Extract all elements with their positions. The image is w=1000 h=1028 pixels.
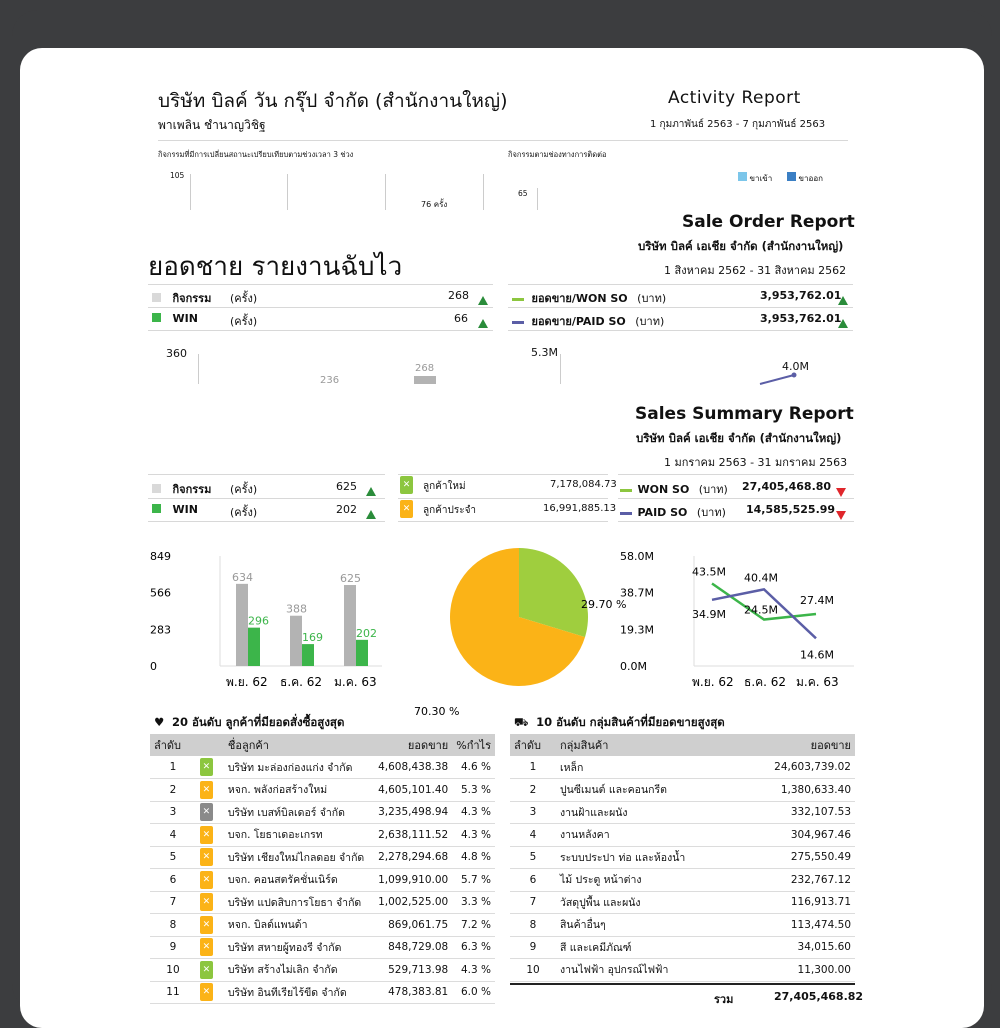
table-row[interactable] [510, 801, 855, 824]
customer-type-icon: ✕ [200, 803, 213, 821]
customer-name-cell: บริษัท สหายผู้ทองรี จำกัด [224, 936, 368, 959]
stat-activity-label: กิจกรรม [172, 292, 212, 305]
customer-profit-cell: 4.3 % [452, 959, 495, 982]
total-label: รวม [714, 993, 734, 1006]
stat-win [152, 312, 258, 328]
grid-line [385, 174, 386, 210]
divider [398, 474, 608, 475]
customer-profit-cell: 3.3 % [452, 891, 495, 914]
divider [508, 284, 853, 285]
customer-sales-cell: 848,729.08 [368, 936, 452, 959]
table-row[interactable] [510, 824, 855, 847]
activity-date-range: 1 กุมภาพันธ์ 2563 - 7 กุมภาพันธ์ 2563 [650, 119, 826, 130]
activity-title: Activity Report [668, 88, 801, 108]
customer-profit-cell: 5.3 % [452, 779, 495, 802]
product-sales-cell: 34,015.60 [745, 936, 855, 959]
col-sales: ยอดขาย [745, 734, 855, 756]
customers-title: 20 อันดับ ลูกค้าที่มียอดสั่งซื้อสูงสุด [171, 715, 345, 729]
bar-label: 268 [415, 363, 435, 374]
customer-sales-cell: 1,002,525.00 [368, 891, 452, 914]
summary-paid-value: 14,585,525.99 [746, 503, 836, 516]
stat-paid-value: 3,953,762.01 [760, 312, 842, 325]
customer-type-icon: ✕ [200, 893, 213, 911]
rank-cell: 3 [510, 801, 556, 824]
product-group-cell: งานไฟฟ้า อุปกรณ์ไฟฟ้า [556, 959, 745, 982]
product-group-cell: งานหลังคา [556, 824, 745, 847]
summary-won-label: WON SO [637, 483, 690, 496]
new-customer-value: 7,178,084.73 [550, 479, 617, 490]
line-value-label: 27.4M [800, 594, 834, 608]
product-sales-cell: 332,107.53 [745, 801, 855, 824]
customer-name-cell: บริษัท แปดสิบการโยธา จำกัด [224, 891, 368, 914]
line-value-label: 24.5M [744, 603, 778, 617]
stat-activity-value: 268 [448, 289, 469, 302]
stat-paid [512, 312, 664, 330]
customer-badge-cell [196, 891, 224, 914]
y-tick-label: 0.0M [620, 660, 647, 673]
customer-badge-cell [196, 936, 224, 959]
summary-date-range: 1 มกราคม 2563 - 31 มกราคม 2563 [664, 456, 848, 469]
new-customer-label: ลูกค้าใหม่ [423, 481, 466, 492]
summary-won-unit: (บาท) [698, 483, 728, 496]
rank-cell: 10 [150, 959, 196, 982]
sale-order-company: บริษัท บิลค์ เอเชีย จำกัด (สำนักงานใหญ่) [638, 239, 844, 253]
line-label: 4.0M [782, 360, 809, 373]
product-sales-cell: 24,603,739.02 [745, 756, 855, 779]
product-group-cell: สินค้าอื่นๆ [556, 914, 745, 937]
table-row[interactable] [510, 959, 855, 982]
y-tick-label: 38.7M [620, 586, 654, 600]
line-ytick: 5.3M [531, 346, 558, 359]
rank-cell: 6 [150, 869, 196, 892]
table-row[interactable] [510, 846, 855, 869]
table-row[interactable] [150, 846, 495, 869]
product-sales-cell: 232,767.12 [745, 869, 855, 892]
divider [148, 521, 385, 522]
customer-badge-cell [196, 914, 224, 937]
rank-cell: 8 [150, 914, 196, 937]
customer-name-cell: บจก. คอนสตรัคชั่นเนิร์ด [224, 869, 368, 892]
summary-activity-unit: (ครั้ง) [230, 483, 258, 496]
chart1-title: กิจกรรมที่มีการเปลี่ยนสถานะเปรียบเทียบตามช่วงเวลา 3 ช่วง [158, 150, 354, 159]
stat-paid-unit: (บาท) [635, 315, 665, 328]
table-row[interactable] [150, 891, 495, 914]
customer-badge-cell [196, 756, 224, 779]
rank-cell: 7 [510, 891, 556, 914]
chart2-ytick: 65 [518, 189, 528, 198]
rank-cell: 7 [150, 891, 196, 914]
customer-type-icon: ✕ [200, 871, 213, 889]
table-row[interactable] [510, 756, 855, 779]
x-tick-label: พ.ย. 62 [226, 675, 268, 689]
rank-cell: 2 [510, 779, 556, 802]
table-row[interactable] [510, 914, 855, 937]
summary-activity-value: 625 [336, 480, 357, 493]
customer-profit-cell: 5.7 % [452, 869, 495, 892]
rank-cell: 5 [150, 846, 196, 869]
stat-win-label: WIN [172, 312, 198, 325]
rank-cell: 2 [150, 779, 196, 802]
customer-sales-cell: 3,235,498.94 [368, 801, 452, 824]
regular-customer-icon: ✕ [400, 500, 413, 518]
summary-title: Sales Summary Report [635, 404, 854, 424]
table-row[interactable] [150, 981, 495, 1004]
axis-line [560, 354, 561, 384]
col-rank: ลำดับ [150, 734, 196, 756]
divider [148, 498, 385, 499]
divider [618, 474, 854, 475]
rank-cell: 1 [510, 756, 556, 779]
grid-line [287, 174, 288, 210]
bar-value-label: 388 [286, 602, 307, 616]
stat-won-label: ยอดขาย/WON SO [531, 292, 628, 305]
col-profit: %กำไร [452, 734, 495, 756]
col-rank: ลำดับ [510, 734, 556, 756]
customer-type-icon: ✕ [200, 848, 213, 866]
col-customer: ชื่อลูกค้า [224, 734, 368, 756]
summary-paid-unit: (บาท) [696, 506, 726, 519]
line-value-label: 14.6M [800, 648, 834, 662]
customer-badge-cell [196, 824, 224, 847]
legend-in-swatch [738, 172, 747, 181]
table-row[interactable] [150, 914, 495, 937]
activity-company: บริษัท บิลค์ วัน กรุ๊ป จำกัด (สำนักงานใหญ่) [158, 90, 508, 112]
chart1-data-label: 76 ครั้ง [421, 200, 448, 209]
product-sales-cell: 116,913.71 [745, 891, 855, 914]
table-row[interactable] [150, 824, 495, 847]
bar-value-label: 634 [232, 570, 253, 584]
customer-name-cell: บริษัท เบสท์บิลเดอร์ จำกัด [224, 801, 368, 824]
x-tick-label: ม.ค. 63 [334, 675, 377, 689]
paid-swatch [512, 321, 524, 324]
stat-win-unit: (ครั้ง) [230, 315, 258, 328]
customer-sales-cell: 4,605,101.40 [368, 779, 452, 802]
x-tick-label: พ.ย. 62 [692, 675, 734, 689]
stat-won-unit: (บาท) [637, 292, 667, 305]
product-group-cell: ปูนซีเมนต์ และคอนกรีต [556, 779, 745, 802]
total-value: 27,405,468.82 [774, 990, 864, 1003]
regular-customer-label: ลูกค้าประจำ [423, 505, 477, 516]
divider [618, 498, 854, 499]
customer-badge-cell [196, 959, 224, 982]
product-group-cell: ไม้ ประตู หน้าต่าง [556, 869, 745, 892]
summary-win-value: 202 [336, 503, 357, 516]
won-swatch [512, 298, 524, 301]
win-swatch [152, 313, 161, 322]
bar [290, 616, 302, 666]
products-header-row [510, 734, 855, 756]
activity-swatch [152, 484, 161, 493]
rank-cell: 1 [150, 756, 196, 779]
new-customer-icon: ✕ [400, 476, 413, 494]
line-value-label: 43.5M [692, 565, 726, 579]
customer-profit-cell: 7.2 % [452, 914, 495, 937]
pie-value-label: 29.70 % [581, 598, 627, 611]
customer-sales-cell: 2,278,294.68 [368, 846, 452, 869]
line-chart [618, 532, 858, 689]
legend-out-label: ขาออก [798, 174, 823, 183]
summary-stat-won [620, 480, 728, 498]
summary-stat-paid [620, 503, 726, 521]
table-row[interactable] [150, 869, 495, 892]
table-row[interactable] [510, 891, 855, 914]
customer-type-icon: ✕ [200, 938, 213, 956]
customer-sales-cell: 1,099,910.00 [368, 869, 452, 892]
products-table [510, 734, 855, 982]
customer-profit-cell: 4.6 % [452, 756, 495, 779]
customer-sales-cell: 4,608,438.38 [368, 756, 452, 779]
y-tick-label: 19.3M [620, 623, 654, 637]
divider [148, 330, 493, 331]
table-row[interactable] [150, 936, 495, 959]
legend-in-label: ขาเข้า [749, 174, 773, 183]
line-fragment [760, 370, 810, 384]
stat-win-value: 66 [454, 312, 468, 325]
bar-label: 236 [320, 375, 340, 386]
summary-paid-label: PAID SO [637, 506, 688, 519]
customer-badge-cell [196, 846, 224, 869]
divider [508, 330, 853, 331]
customer-type-icon: ✕ [200, 916, 213, 934]
divider [398, 498, 608, 499]
grid-line [483, 174, 484, 210]
line-value-label: 34.9M [692, 607, 726, 621]
axis-line [198, 354, 199, 384]
y-tick-label: 849 [150, 550, 171, 563]
stat-activity-unit: (ครั้ง) [230, 292, 258, 305]
customer-sales-cell: 529,713.98 [368, 959, 452, 982]
divider [148, 284, 493, 285]
bar-chart [148, 532, 388, 689]
product-sales-cell: 1,380,633.40 [745, 779, 855, 802]
summary-win-unit: (ครั้ง) [230, 506, 258, 519]
products-heading [514, 714, 725, 732]
sale-order-date-range: 1 สิงหาคม 2562 - 31 สิงหาคม 2562 [664, 264, 847, 277]
table-row[interactable] [510, 779, 855, 802]
customer-type-icon: ✕ [200, 826, 213, 844]
divider [618, 521, 854, 522]
y-tick-label: 58.0M [620, 550, 654, 563]
col-product-group: กลุ่มสินค้า [556, 734, 745, 756]
stat-paid-label: ยอดขาย/PAID SO [531, 315, 626, 328]
bar-value-label: 296 [248, 614, 269, 628]
rank-cell: 3 [150, 801, 196, 824]
bar-value-label: 202 [356, 626, 377, 640]
product-sales-cell: 275,550.49 [745, 846, 855, 869]
summary-company: บริษัท บิลค์ เอเชีย จำกัด (สำนักงานใหญ่) [636, 431, 842, 445]
customer-badge-cell [196, 869, 224, 892]
customer-sales-cell: 869,061.75 [368, 914, 452, 937]
rank-cell: 6 [510, 869, 556, 892]
customer-sales-cell: 478,383.81 [368, 981, 452, 1004]
summary-win-label: WIN [172, 503, 198, 516]
bar-mark [414, 376, 436, 384]
product-group-cell: สี และเคมีภัณฑ์ [556, 936, 745, 959]
customers-heading [154, 714, 344, 732]
table-row[interactable] [510, 936, 855, 959]
product-group-cell: เหล็ก [556, 756, 745, 779]
stat-won [512, 289, 666, 307]
bar-ytick: 360 [166, 347, 187, 360]
table-row[interactable] [150, 959, 495, 982]
y-tick-label: 566 [150, 586, 171, 600]
customer-name-cell: หจก. พลังก่อสร้างใหม่ [224, 779, 368, 802]
customer-profit-cell: 4.3 % [452, 824, 495, 847]
sale-order-title: Sale Order Report [682, 212, 855, 232]
heart-icon: ♥ [154, 715, 165, 729]
table-row[interactable] [510, 869, 855, 892]
summary-won-value: 27,405,468.80 [742, 480, 832, 493]
customer-name-cell: บริษัท สร้างไม่เลิก จำกัด [224, 959, 368, 982]
customer-name-cell: บริษัท อินทีเรียไร้ขีด จำกัด [224, 981, 368, 1004]
customer-type-icon: ✕ [200, 781, 213, 799]
customer-profit-cell: 6.3 % [452, 936, 495, 959]
customer-profit-cell: 6.0 % [452, 981, 495, 1004]
truck-icon: ⛟ [514, 715, 529, 729]
divider [398, 521, 608, 522]
chart1-ytick: 105 [170, 171, 185, 180]
line-value-label: 40.4M [744, 571, 778, 585]
x-tick-label: ธ.ค. 62 [280, 675, 323, 689]
divider [158, 140, 848, 141]
x-tick-label: ธ.ค. 62 [744, 675, 787, 689]
legend-in [738, 172, 772, 185]
table-row[interactable] [150, 779, 495, 802]
won-swatch [620, 489, 632, 492]
table-row[interactable] [150, 756, 495, 779]
divider [148, 307, 493, 308]
customer-badge-cell [196, 801, 224, 824]
legend-out [787, 172, 823, 185]
rank-cell: 9 [510, 936, 556, 959]
bar-value-label: 169 [302, 631, 323, 645]
pie-chart [385, 532, 627, 718]
axis-line [537, 188, 538, 210]
customer-name-cell: บริษัท เชียงใหม่ไกลดอย จำกัด [224, 846, 368, 869]
regular-customer-value: 16,991,885.13 [543, 503, 617, 514]
product-sales-cell: 11,300.00 [745, 959, 855, 982]
rank-cell: 8 [510, 914, 556, 937]
total-divider [510, 983, 855, 985]
customer-name-cell: บจก. โยธาเดอะเกรท [224, 824, 368, 847]
customers-header-row [150, 734, 495, 756]
product-sales-cell: 113,474.50 [745, 914, 855, 937]
rank-cell: 10 [510, 959, 556, 982]
col-badge [196, 734, 224, 756]
bar [356, 640, 368, 666]
divider [148, 474, 385, 475]
bar [236, 584, 248, 666]
win-swatch [152, 504, 161, 513]
product-group-cell: วัสดุปูพื้น และผนัง [556, 891, 745, 914]
col-sales: ยอดขาย [368, 734, 452, 756]
bar [302, 644, 314, 666]
chart2-title: กิจกรรมตามช่องทางการติดต่อ [508, 150, 607, 159]
legend-out-swatch [787, 172, 796, 181]
stat-activity [152, 289, 258, 307]
activity-person: พาเพลิน ชำนาญวิชิฐ [158, 118, 266, 132]
product-group-cell: งานฝ้าและผนัง [556, 801, 745, 824]
customer-badge-cell [196, 981, 224, 1004]
customer-type-icon: ✕ [200, 983, 213, 1001]
paid-swatch [620, 512, 632, 515]
big-title: ยอดชาย รายงานฉับไว [148, 252, 403, 282]
customer-type-icon: ✕ [200, 961, 213, 979]
rank-cell: 5 [510, 846, 556, 869]
customer-profit-cell: 4.8 % [452, 846, 495, 869]
customers-table [150, 734, 495, 1004]
x-tick-label: ม.ค. 63 [796, 675, 839, 689]
rank-cell: 4 [150, 824, 196, 847]
customer-badge-cell [196, 779, 224, 802]
divider [508, 307, 853, 308]
pie-value-label: 70.30 % [414, 705, 460, 718]
rank-cell: 9 [150, 936, 196, 959]
customer-name-cell: หจก. บิลด์แพนด้า [224, 914, 368, 937]
bar [248, 628, 260, 666]
customer-name-cell: บริษัท มะล่องก่องแก่ง จำกัด [224, 756, 368, 779]
rank-cell: 4 [510, 824, 556, 847]
customer-type-icon: ✕ [200, 758, 213, 776]
products-title: 10 อันดับ กลุ่มสินค้าที่มียอดขายสูงสุด [536, 715, 725, 729]
customer-profit-cell: 4.3 % [452, 801, 495, 824]
summary-stat-activity [152, 480, 258, 498]
customer-sales-cell: 2,638,111.52 [368, 824, 452, 847]
y-tick-label: 283 [150, 623, 171, 637]
activity-swatch [152, 293, 161, 302]
axis-line [190, 174, 191, 210]
product-group-cell: ระบบประปา ท่อ และห้องน้ำ [556, 846, 745, 869]
stat-won-value: 3,953,762.01 [760, 289, 842, 302]
product-sales-cell: 304,967.46 [745, 824, 855, 847]
bar-value-label: 625 [340, 572, 361, 586]
rank-cell: 11 [150, 981, 196, 1004]
y-tick-label: 0 [150, 660, 157, 673]
report-screen [20, 48, 984, 1028]
summary-activity-label: กิจกรรม [172, 483, 212, 496]
summary-stat-win [152, 503, 258, 519]
bar [344, 585, 356, 666]
table-row[interactable] [150, 801, 495, 824]
